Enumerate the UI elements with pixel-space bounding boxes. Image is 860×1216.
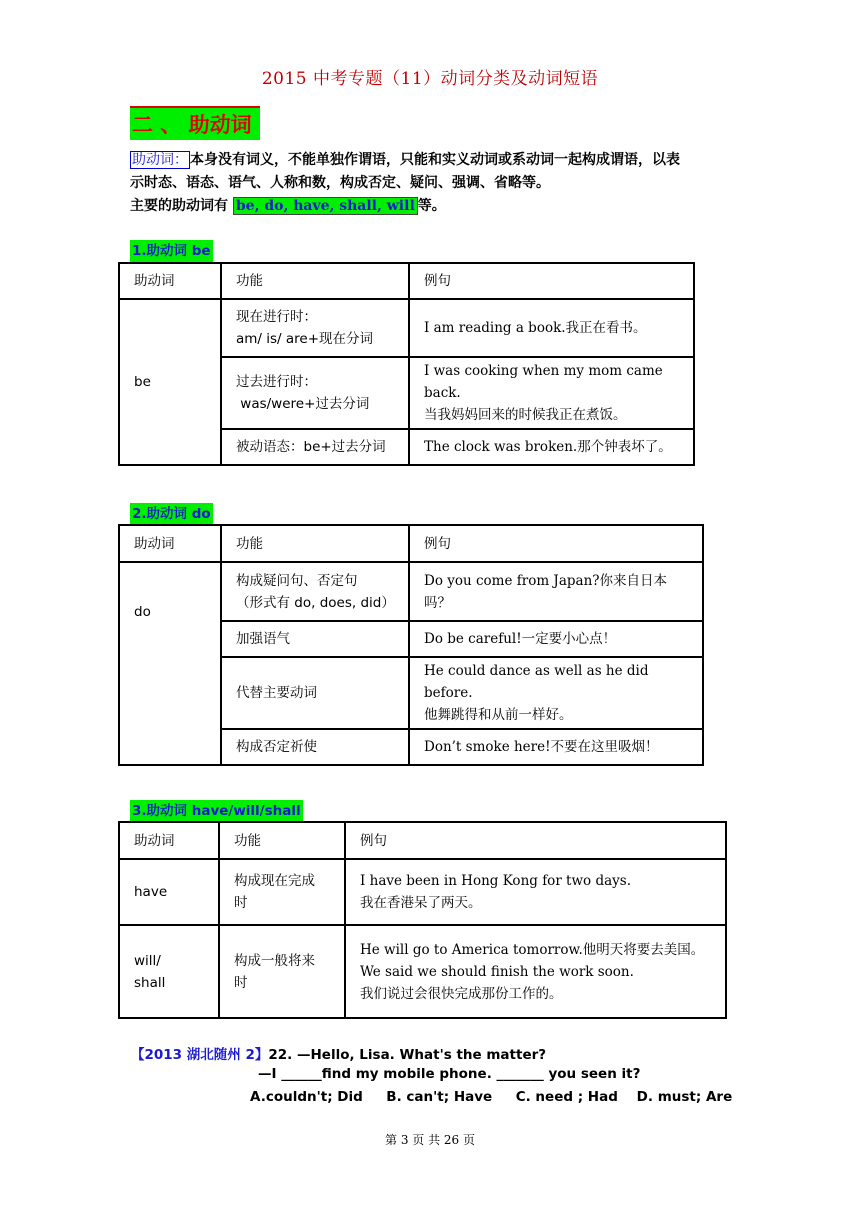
page-footer: 第 3 页 共 26 页 xyxy=(385,1133,475,1147)
function-text: 时 xyxy=(234,895,248,911)
exercise-options: A.couldn't; Did B. can't; Have C. need ; Had D. must; Are xyxy=(250,1089,733,1105)
function-text: 构成疑问句、否定句 xyxy=(236,572,358,589)
function-text: （形式有 do, does, did） xyxy=(236,594,395,611)
function-cell: 构成否定祈使 xyxy=(221,729,409,765)
example-text: He will go to America tomorrow.他明天将要去美国。 xyxy=(360,941,705,958)
table-have-heading: 3.助动词 have/will/shall xyxy=(130,800,303,822)
function-cell xyxy=(219,925,345,1018)
table-be-heading: 1.助动词 be xyxy=(130,240,213,262)
function-text: 时 xyxy=(234,974,248,991)
example-cell: I am reading a book.我正在看书。 xyxy=(409,299,694,357)
function-cell: 加强语气 xyxy=(221,621,409,657)
function-cell xyxy=(219,859,345,925)
example-cell xyxy=(345,859,726,925)
function-cell xyxy=(221,562,409,621)
table-row xyxy=(119,562,703,621)
header-cell: 例句 xyxy=(345,822,726,859)
example-text: 我在香港呆了两天。 xyxy=(360,895,482,911)
function-cell: 被动语态：be+过去分词 xyxy=(221,429,409,465)
definition-line-1: 本身没有词义，不能单独作谓语，只能和实义动词或系动词一起构成谓语，以表 xyxy=(190,152,680,168)
example-text: We said we should finish the work soon. xyxy=(360,963,634,980)
table-header-row xyxy=(119,525,703,562)
section-heading-text: 二 、 助动词 xyxy=(132,113,252,137)
function-cell xyxy=(221,357,409,429)
table-header-row xyxy=(119,263,694,299)
verb-cell: do xyxy=(119,562,221,765)
exercise-question xyxy=(131,1043,546,1063)
function-cell: 代替主要动词 xyxy=(221,657,409,729)
header-cell: 功能 xyxy=(221,525,409,562)
table-row xyxy=(119,925,726,1018)
header-cell: 助动词 xyxy=(119,822,219,859)
verb-text: will/ xyxy=(134,952,161,969)
table-have xyxy=(118,821,727,1019)
table-do xyxy=(118,524,704,766)
verb-cell: have xyxy=(119,859,219,925)
table-be xyxy=(118,262,695,466)
example-cell xyxy=(409,657,703,729)
header-cell: 助动词 xyxy=(119,525,221,562)
intro-paragraph xyxy=(130,149,740,218)
term-label: 助动词： xyxy=(132,152,188,168)
example-cell: The clock was broken.那个钟表坏了。 xyxy=(409,429,694,465)
table-do-heading: 2.助动词 do xyxy=(130,503,213,525)
header-cell: 功能 xyxy=(219,822,345,859)
example-cell: Do be careful!一定要小心点！ xyxy=(409,621,703,657)
function-text: am/ is/ are+现在分词 xyxy=(236,331,374,347)
exercise-line-2: —I ______find my mobile phone. _______ you seen it? xyxy=(258,1066,641,1082)
header-cell: 功能 xyxy=(221,263,409,299)
example-cell xyxy=(409,357,694,429)
function-text: 构成一般将来 xyxy=(234,952,315,969)
definition-line-2: 示时态、语态、语气、人称和数，构成否定、疑问、强调、省略等。 xyxy=(130,175,550,191)
example-text: 我们说过会很快完成那份工作的。 xyxy=(360,985,563,1002)
verb-cell xyxy=(119,925,219,1018)
header-cell: 例句 xyxy=(409,263,694,299)
exercise-line-1: 22. —Hello, Lisa. What's the matter? xyxy=(268,1047,547,1063)
function-text: 构成现在完成 xyxy=(234,873,315,889)
example-text: I have been in Hong Kong for two days. xyxy=(360,873,631,889)
exercise-source: 【2013 湖北随州 2】 xyxy=(131,1047,269,1063)
verb-text: shall xyxy=(134,974,166,991)
example-cell: Don’t smoke here!不要在这里吸烟！ xyxy=(409,729,703,765)
header-cell: 助动词 xyxy=(119,263,221,299)
table-row xyxy=(119,299,694,357)
example-text: I was cooking when my mom came back. xyxy=(424,363,663,401)
function-text: 过去进行时： xyxy=(236,374,317,390)
example-cell xyxy=(345,925,726,1018)
main-list: be, do, have, shall, will xyxy=(233,197,418,215)
example-text: 当我妈妈回来的时候我正在煮饭。 xyxy=(424,407,627,423)
function-text: was/were+过去分词 xyxy=(236,396,370,412)
function-cell xyxy=(221,299,409,357)
table-header-row xyxy=(119,822,726,859)
header-cell: 例句 xyxy=(409,525,703,562)
table-row xyxy=(119,859,726,925)
main-prefix: 主要的助动词有 xyxy=(130,198,228,214)
page-title: 2015 中考专题（11）动词分类及动词短语 xyxy=(261,69,599,89)
function-text: 现在进行时： xyxy=(236,309,317,325)
example-text: He could dance as well as he did before. xyxy=(424,663,649,701)
verb-cell: be xyxy=(119,299,221,465)
section-heading xyxy=(130,106,260,140)
example-cell: Do you come from Japan?你来自日本吗？ xyxy=(409,562,703,621)
example-text: 他舞跳得和从前一样好。 xyxy=(424,707,573,723)
main-suffix: 等。 xyxy=(417,198,446,214)
